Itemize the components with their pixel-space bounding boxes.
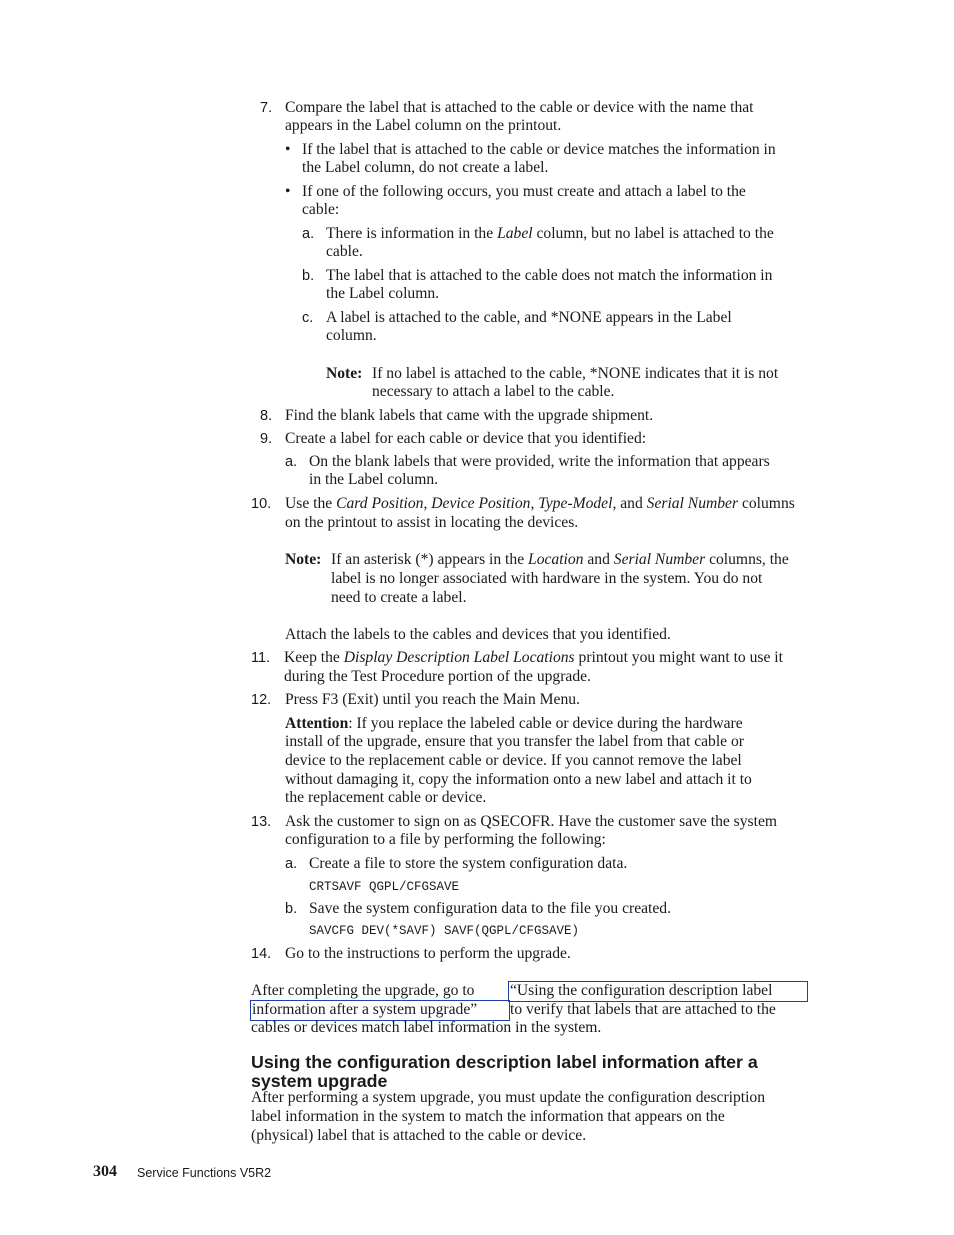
substep-a-number: a. bbox=[285, 856, 298, 872]
attention-text: Attention: If you replace the labeled cable or device during the hardware bbox=[285, 715, 743, 732]
attach-labels-text: Attach the labels to the cables and devices that you identified. bbox=[285, 626, 671, 643]
footer-title: Service Functions V5R2 bbox=[137, 1166, 272, 1180]
step-7-bullet-1-cont: the Label column, do not create a label. bbox=[302, 159, 549, 176]
note-text-cont: need to create a label. bbox=[331, 589, 467, 606]
command-crtsavf: CRTSAVF QGPL/CFGSAVE bbox=[309, 880, 460, 894]
section-heading: Using the configuration description label information after a bbox=[251, 1052, 758, 1072]
after-upgrade-text-cont: to verify that labels that are attached to the bbox=[510, 1001, 776, 1018]
step-9-text: Create a label for each cable or device that you identified: bbox=[285, 430, 647, 447]
substep-a-text-cont: in the Label column. bbox=[309, 471, 439, 488]
substep-c-number: c. bbox=[302, 310, 314, 326]
substep-a-text: On the blank labels that were provided, write the information that appears bbox=[309, 453, 770, 470]
substep-b-text: The label that is attached to the cable does not match the information in bbox=[326, 267, 773, 284]
attention-text-cont: the replacement cable or device. bbox=[285, 789, 487, 806]
step-10-text-cont: on the printout to assist in locating the devices. bbox=[285, 514, 579, 531]
step-12-number: 12. bbox=[251, 692, 272, 708]
note-text-cont: necessary to attach a label to the cable. bbox=[372, 383, 615, 400]
step-7-text-cont: appears in the Label column on the printout. bbox=[285, 117, 562, 134]
substep-c-text: A label is attached to the cable, and *NONE appears in the Label bbox=[326, 309, 732, 326]
attention-label: Attention bbox=[285, 715, 349, 732]
substep-b-text-cont: the Label column. bbox=[326, 285, 440, 302]
step-7-bullet-2-cont: cable: bbox=[302, 201, 340, 218]
note-label: Note: bbox=[326, 365, 363, 382]
attention-text-cont: device to the replacement cable or device. If you cannot remove the label bbox=[285, 752, 742, 769]
step-11-number: 11. bbox=[251, 650, 271, 666]
step-10-text: Use the Card Position, Device Position, Type-Model, and Serial Number columns bbox=[285, 495, 795, 512]
substep-a-text-cont: cable. bbox=[326, 243, 363, 260]
step-14-text: Go to the instructions to perform the upgrade. bbox=[285, 945, 571, 962]
note-text-cont: label is no longer associated with hardware in the system. You do not bbox=[331, 570, 763, 587]
command-savcfg: SAVCFG DEV(*SAVF) SAVF(QGPL/CFGSAVE) bbox=[309, 924, 580, 938]
section-body-cont: (physical) label that is attached to the cable or device. bbox=[251, 1127, 587, 1144]
note-text: If no label is attached to the cable, *NONE indicates that it is not bbox=[372, 365, 779, 382]
attention-text-cont: without damaging it, copy the information onto a new label and attach it to bbox=[285, 771, 752, 788]
substep-b-text: Save the system configuration data to the file you created. bbox=[309, 900, 671, 917]
step-12-text: Press F3 (Exit) until you reach the Main Menu. bbox=[285, 691, 580, 708]
note-text: If an asterisk (*) appears in the Location and Serial Number columns, the bbox=[331, 551, 789, 568]
page-number: 304 bbox=[93, 1163, 117, 1180]
step-7-text: Compare the label that is attached to the cable or device with the name that bbox=[285, 99, 754, 116]
substep-a-text: There is information in the Label column, but no label is attached to the bbox=[326, 225, 774, 242]
substep-a-number: a. bbox=[285, 454, 298, 470]
step-8-text: Find the blank labels that came with the upgrade shipment. bbox=[285, 407, 654, 424]
step-8-number: 8. bbox=[260, 408, 273, 424]
step-13-text-cont: configuration to a file by performing the following: bbox=[285, 831, 606, 848]
after-upgrade-text-cont: cables or devices match label information in the system. bbox=[251, 1019, 602, 1036]
substep-b-number: b. bbox=[285, 901, 298, 917]
substep-a-text: Create a file to store the system configuration data. bbox=[309, 855, 628, 872]
step-7-bullet-2: If one of the following occurs, you must create and attach a label to the bbox=[302, 183, 746, 200]
substep-b-number: b. bbox=[302, 268, 315, 284]
bullet-icon: • bbox=[285, 141, 291, 158]
section-link[interactable]: “Using the configuration description label bbox=[510, 982, 773, 999]
section-body: After performing a system upgrade, you must update the configuration description bbox=[251, 1089, 766, 1106]
note-label: Note: bbox=[285, 551, 322, 568]
step-7-bullet-1: If the label that is attached to the cable or device matches the information in bbox=[302, 141, 776, 158]
bullet-icon: • bbox=[285, 183, 291, 200]
step-11-text: Keep the Display Description Label Locations printout you might want to use it bbox=[284, 649, 783, 666]
step-10-number: 10. bbox=[251, 496, 272, 512]
step-7-number: 7. bbox=[260, 100, 273, 116]
step-11-text-cont: during the Test Procedure portion of the upgrade. bbox=[284, 668, 591, 685]
section-heading-cont: system upgrade bbox=[251, 1071, 388, 1091]
substep-a-number: a. bbox=[302, 226, 315, 242]
section-body-cont: label information in the system to match the information that appears on the bbox=[251, 1108, 725, 1125]
attention-text-cont: install of the upgrade, ensure that you transfer the label from that cable or bbox=[285, 733, 744, 750]
section-link[interactable]: information after a system upgrade” bbox=[252, 1001, 478, 1018]
step-13-number: 13. bbox=[251, 814, 272, 830]
step-14-number: 14. bbox=[251, 946, 272, 962]
step-9-number: 9. bbox=[260, 431, 273, 447]
after-upgrade-text: After completing the upgrade, go to bbox=[251, 982, 475, 999]
substep-c-text-cont: column. bbox=[326, 327, 377, 344]
step-13-text: Ask the customer to sign on as QSECOFR. Have the customer save the system bbox=[285, 813, 778, 830]
